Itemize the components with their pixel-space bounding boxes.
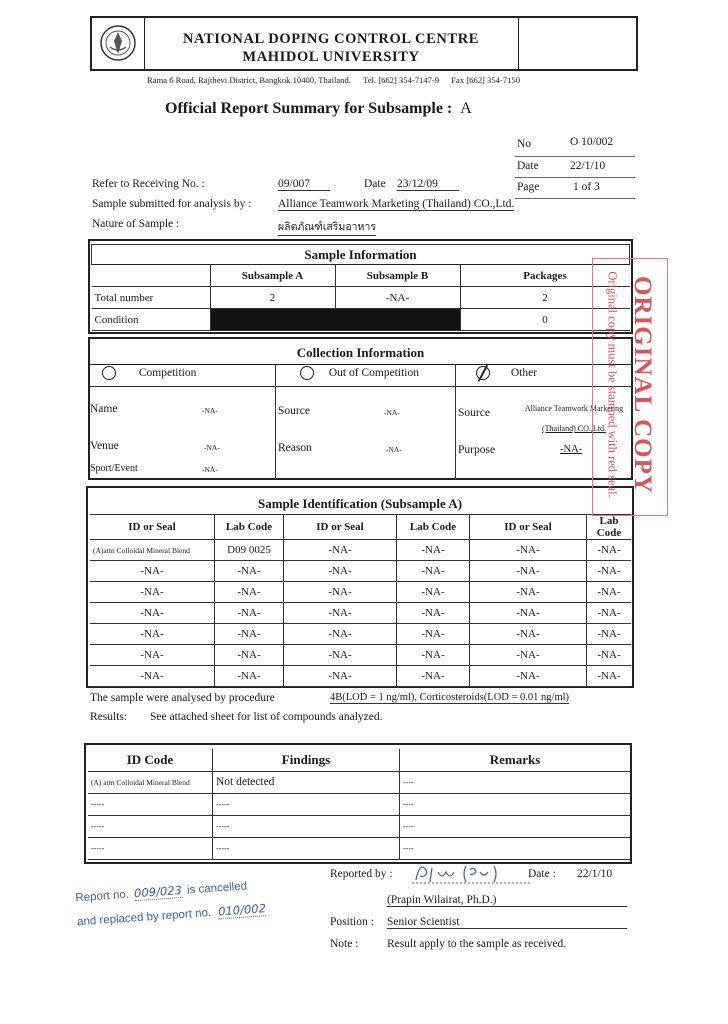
table-cell: -NA-: [470, 666, 587, 687]
table-cell: -NA-: [284, 582, 397, 603]
table-row: [90, 582, 631, 603]
procedure-row: [90, 692, 650, 711]
table-row: [90, 666, 631, 687]
meta-page-label: Page: [517, 181, 540, 193]
sample-id-header: ID or Seal: [470, 515, 587, 540]
table-cell: -NA-: [397, 540, 470, 561]
table-cell: (A) atm Colloidal Mineral Blend: [88, 771, 213, 793]
table-cell: -NA-: [90, 561, 215, 582]
report-title: [165, 100, 472, 118]
collection-title: Collection Information: [296, 345, 425, 360]
meta-date-row: [515, 157, 635, 178]
meta-no-row: [515, 136, 635, 157]
option-out-label: Out of Competition: [328, 366, 419, 379]
table-cell: -NA-: [470, 561, 587, 582]
results-row: [90, 711, 650, 730]
letterhead: [90, 16, 638, 71]
table-cell: -NA-: [284, 666, 397, 687]
address: Rama 6 Road, Rajthevi District, Bangkok 10400, Thailand.: [147, 75, 351, 85]
table-cell: -----: [88, 793, 213, 815]
procedure: [90, 692, 650, 730]
signoff: [330, 868, 630, 956]
table-cell: -NA-: [397, 561, 470, 582]
table-cell: (A)atm Colloidal Mineral Blend: [90, 540, 215, 561]
findings-header: ID Code: [88, 749, 213, 771]
meta-page-value: 1 of 3: [573, 181, 600, 193]
table-row: [88, 815, 630, 837]
reported-row: [330, 868, 630, 890]
table-cell: ----: [400, 793, 631, 815]
option-other-label: Other: [510, 366, 538, 379]
nature-value: ผลิตภัณฑ์เสริมอาหาร: [278, 218, 376, 236]
table-cell: -NA-: [587, 561, 632, 582]
table-cell: -NA-: [470, 582, 587, 603]
table-cell: -NA-: [215, 666, 284, 687]
findings-header: Findings: [213, 749, 400, 771]
table-cell: -----: [213, 837, 400, 859]
table-row: [88, 793, 630, 815]
table-cell: -NA-: [587, 645, 632, 666]
table-cell: -NA-: [587, 624, 632, 645]
org-line-2: MAHIDOL UNIVERSITY: [242, 49, 420, 65]
col-packages: Packages: [460, 265, 630, 287]
table-cell: -NA-: [215, 603, 284, 624]
option-competition-label: Competition: [138, 366, 197, 379]
table-cell: -----: [213, 793, 400, 815]
cancel-text-c: and replaced by report no.: [76, 906, 212, 929]
org-name: [144, 30, 518, 66]
reason-label: Reason: [278, 442, 312, 454]
condition-packages: 0: [460, 309, 630, 331]
meta-date-value: 22/1/10: [570, 160, 606, 172]
original-copy-stamp: [592, 258, 668, 516]
col-subsample-b: Subsample B: [335, 265, 460, 287]
details: [92, 178, 552, 238]
signature-image: [412, 862, 532, 884]
submitted-row: [92, 198, 552, 218]
refer-date-value: 23/12/09: [397, 178, 459, 191]
cancellation-stamp: [75, 870, 318, 935]
sample-id-header: Lab Code: [587, 515, 632, 540]
condition-redacted: [210, 309, 460, 331]
procedure-label: The sample were analysed by procedure: [90, 692, 275, 704]
table-cell: -NA-: [90, 624, 215, 645]
table-cell: -NA-: [284, 540, 397, 561]
table-cell: -NA-: [284, 561, 397, 582]
table-row: [90, 561, 631, 582]
cancel-text-b: is cancelled: [186, 880, 248, 897]
table-cell: -NA-: [397, 582, 470, 603]
table-cell: -NA-: [587, 666, 632, 687]
table-row: [88, 837, 630, 859]
total-packages: 2: [460, 287, 630, 309]
sport-label: Sport/Event: [90, 463, 138, 474]
findings-table: [88, 749, 630, 860]
stamp-big-text: ORIGINAL COPY: [629, 276, 656, 494]
option-other[interactable]: [476, 366, 537, 380]
table-cell: -NA-: [587, 603, 632, 624]
table-cell: -NA-: [470, 624, 587, 645]
table-cell: -NA-: [215, 624, 284, 645]
sample-id-header: Lab Code: [215, 515, 284, 540]
cancel-ref-new: 010/002: [217, 901, 267, 919]
radio-checked-icon: [476, 366, 490, 380]
table-cell: D09 0025: [215, 540, 284, 561]
table-cell: -NA-: [90, 645, 215, 666]
cancel-text-a: Report no.: [75, 888, 130, 905]
table-cell: -NA-: [90, 582, 215, 603]
table-cell: -NA-: [470, 603, 587, 624]
cancel-ref-old: 009/023: [133, 882, 183, 901]
university-seal-icon: [98, 23, 138, 63]
total-b: -NA-: [335, 287, 460, 309]
table-cell: ----: [400, 837, 631, 859]
meta-no-value: O 10/002: [570, 136, 614, 148]
table-cell: -NA-: [397, 666, 470, 687]
row-condition-label: Condition: [92, 309, 211, 331]
position-value: Senior Scientist: [387, 916, 627, 929]
table-cell: ----: [400, 815, 631, 837]
table-row: [88, 771, 630, 793]
table-cell: -NA-: [90, 603, 215, 624]
table-row: [90, 624, 631, 645]
signer-name: (Prapin Wilairat, Ph.D.): [387, 894, 627, 907]
meta-no-label: No: [517, 138, 532, 150]
table-cell: -----: [88, 837, 213, 859]
nature-label: Nature of Sample :: [92, 218, 180, 230]
radio-empty-icon: [102, 366, 116, 380]
table-cell: -NA-: [587, 582, 632, 603]
sample-id-header: Lab Code: [397, 515, 470, 540]
table-cell: -NA-: [215, 561, 284, 582]
sport-value: -NA-: [202, 465, 218, 474]
table-cell: -NA-: [284, 603, 397, 624]
table-cell: -NA-: [397, 624, 470, 645]
table-row: [90, 540, 631, 561]
sample-info-table: [91, 244, 630, 331]
sample-id-title: Sample Identification (Subsample A): [257, 496, 463, 511]
meta-date-label: Date: [517, 160, 539, 172]
sample-info-title: Sample Information: [92, 245, 630, 265]
sample-id-header: ID or Seal: [284, 515, 397, 540]
submitted-value: Alliance Teamwork Marketing (Thailand) CO.,Ltd.: [278, 198, 515, 210]
table-cell: Not detected: [213, 771, 400, 793]
sample-information: [88, 239, 633, 334]
col-subsample-a: Subsample A: [210, 265, 335, 287]
source-value: -NA-: [384, 408, 400, 417]
source-label: Source: [278, 405, 310, 417]
purpose-label: Purpose: [458, 444, 496, 456]
refer-row: [92, 178, 552, 198]
table-cell: -NA-: [470, 645, 587, 666]
option-out-of-competition[interactable]: [300, 366, 419, 380]
refer-date-label: Date: [364, 178, 386, 190]
report-title-text: Official Report Summary for Subsample :: [165, 100, 453, 117]
header-blank-cell: [518, 18, 519, 69]
table-cell: -NA-: [284, 624, 397, 645]
sample-identification: [86, 486, 634, 688]
signoff-date-label: Date :: [528, 868, 556, 880]
org-line-1: NATIONAL DOPING CONTROL CENTRE: [182, 31, 480, 47]
stamp-small-text: Original copy must be stamped with red seal.: [605, 271, 620, 498]
signoff-date-value: 22/1/10: [577, 868, 613, 880]
results-label: Results:: [90, 711, 128, 723]
sample-id-header: ID or Seal: [90, 515, 215, 540]
subsample-letter: A: [460, 100, 472, 117]
findings-header: Remarks: [400, 749, 631, 771]
note-label: Note :: [330, 938, 359, 950]
table-cell: -NA-: [215, 582, 284, 603]
results-value: See attached sheet for list of compounds analyzed.: [150, 711, 383, 723]
table-cell: -NA-: [397, 645, 470, 666]
findings: [84, 743, 632, 864]
refer-label: Refer to Receiving No. :: [92, 178, 205, 190]
collection-information: [88, 337, 633, 480]
procedure-value: 4B(LOD = 1 ng/ml), Corticosteroids(LOD = 0.01 ng/ml): [330, 692, 570, 703]
source2-label: Source: [458, 407, 490, 419]
radio-empty-icon: [300, 366, 314, 380]
reason-value: -NA-: [386, 445, 402, 454]
venue-label: Venue: [90, 440, 119, 452]
note-value: Result apply to the sample as received.: [387, 938, 567, 950]
sample-id-table: [90, 514, 631, 687]
option-competition[interactable]: [102, 366, 196, 380]
table-cell: -----: [88, 815, 213, 837]
reported-label: Reported by :: [330, 868, 393, 880]
table-cell: -NA-: [470, 540, 587, 561]
table-cell: -NA-: [90, 666, 215, 687]
table-row: [90, 603, 631, 624]
submitted-label: Sample submitted for analysis by :: [92, 198, 252, 210]
telephone: Tel. [662] 354-7147-9: [363, 75, 440, 85]
position-row: [330, 912, 630, 934]
source2-line1: Alliance Teamwork Marketing: [524, 404, 624, 413]
name-row: [330, 890, 630, 912]
source2-line2: (Thailand) CO.,Ltd.: [542, 424, 606, 433]
name-value: -NA-: [202, 406, 218, 415]
table-cell: ----: [400, 771, 631, 793]
row-total-label: Total number: [92, 287, 211, 309]
address-line: [147, 75, 520, 85]
nature-row: [92, 218, 552, 238]
purpose-value: -NA-: [560, 444, 583, 455]
refer-value: 09/007: [278, 178, 330, 191]
position-label: Position :: [330, 916, 374, 928]
venue-value: -NA-: [204, 443, 220, 452]
note-row: [330, 934, 630, 956]
name-label: Name: [90, 403, 118, 415]
table-cell: -NA-: [587, 540, 632, 561]
table-cell: -----: [213, 815, 400, 837]
table-cell: -NA-: [284, 645, 397, 666]
table-cell: -NA-: [397, 603, 470, 624]
table-cell: -NA-: [215, 645, 284, 666]
fax: Fax [662] 354-7150: [451, 75, 520, 85]
table-row: [90, 645, 631, 666]
total-a: 2: [210, 287, 335, 309]
logo-cell: [92, 18, 145, 69]
